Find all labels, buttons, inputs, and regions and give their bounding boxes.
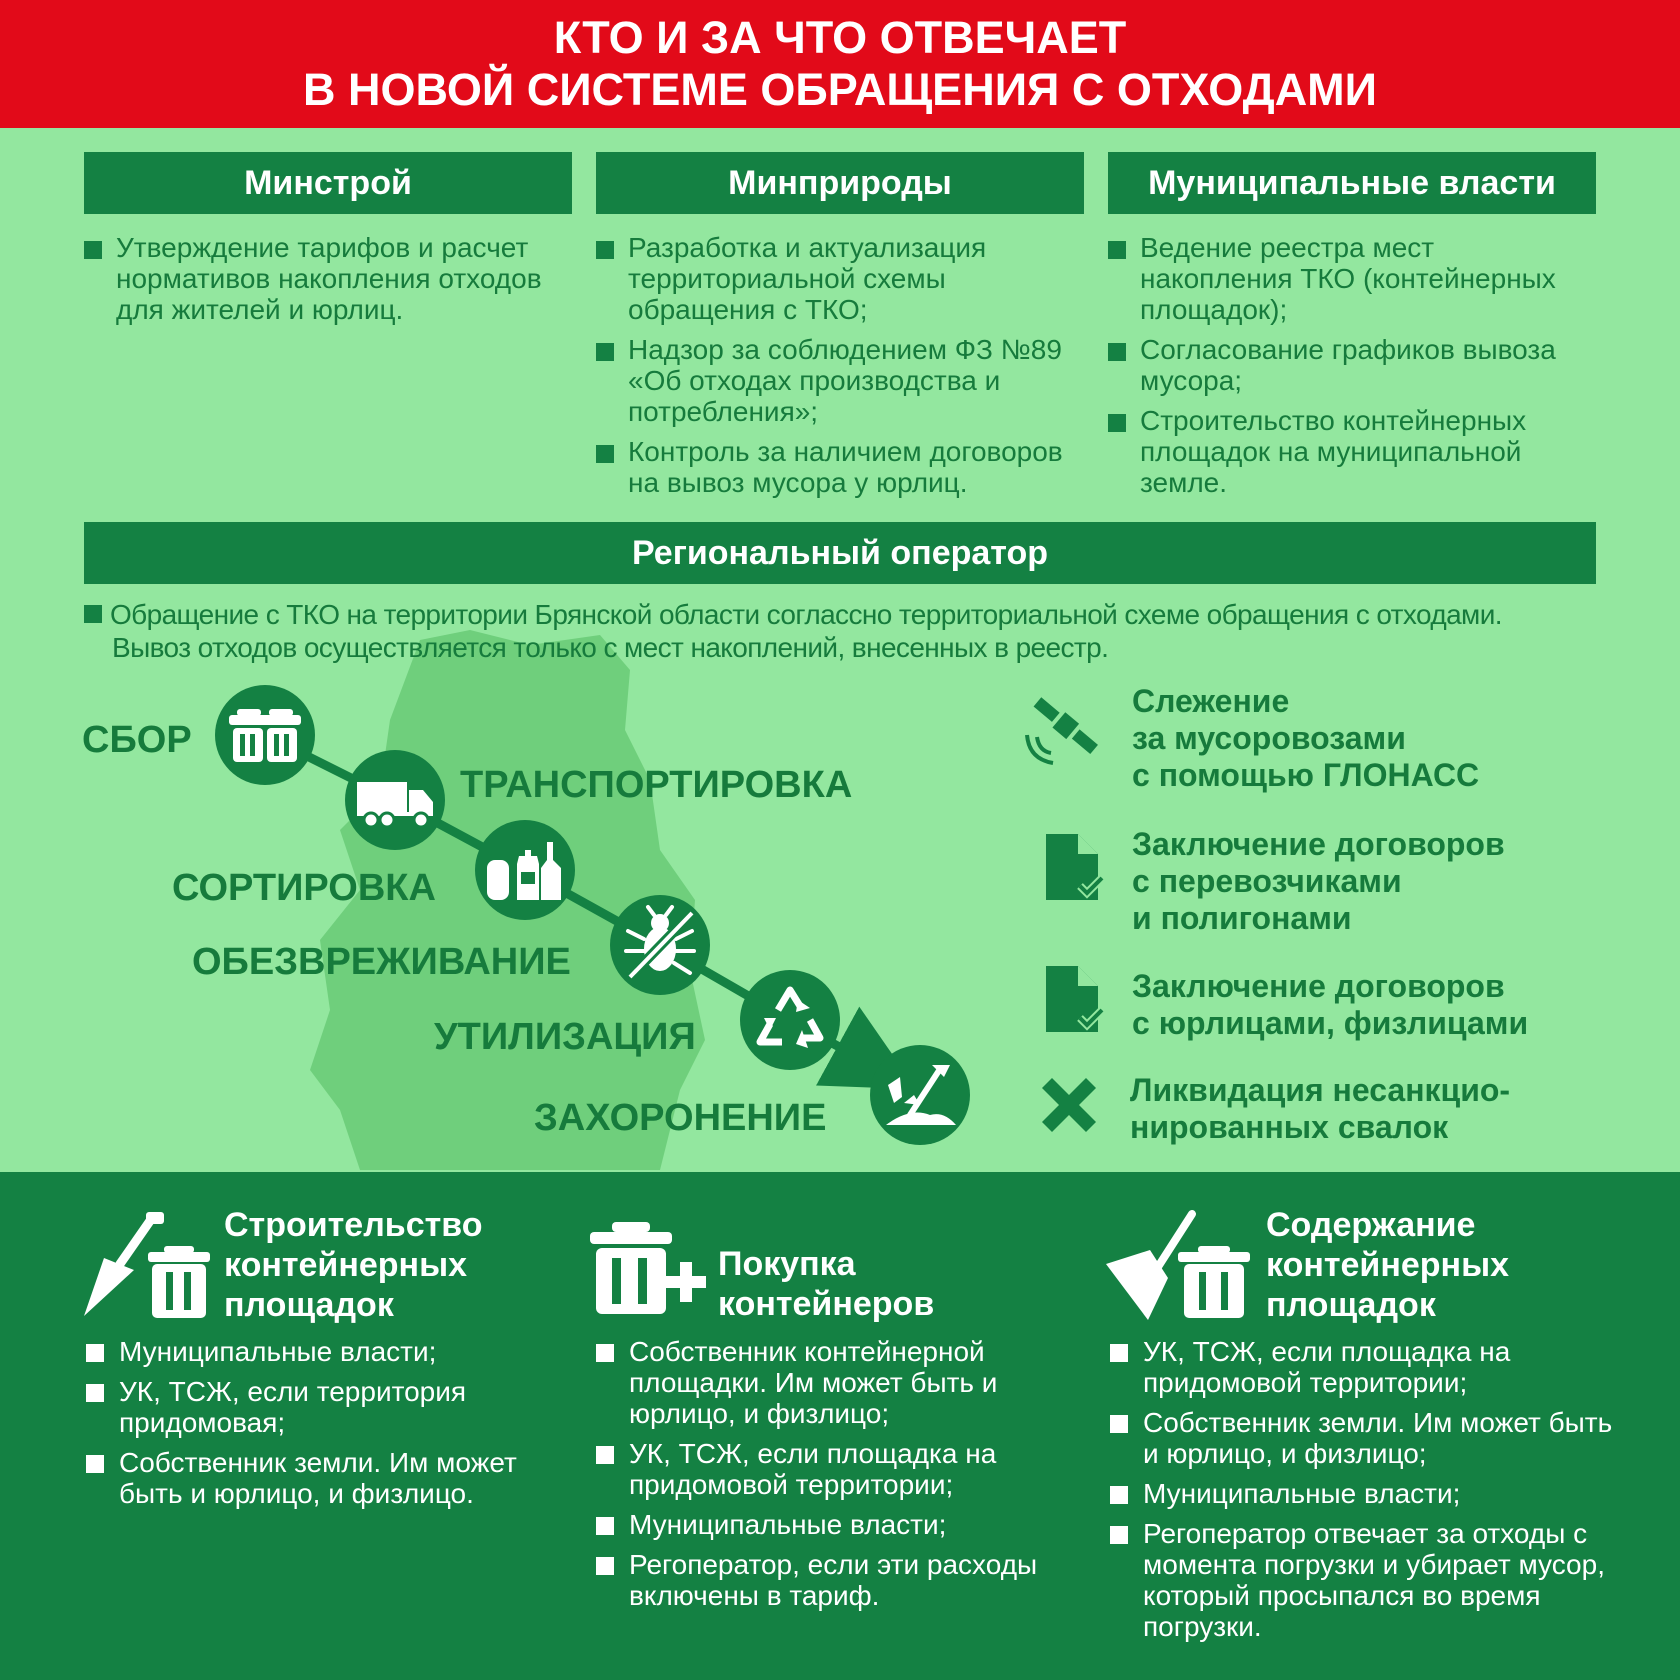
list-item: Собственник земли. Им может быть и юрлицо, и физлицо; <box>1110 1407 1630 1469</box>
bottles-icon <box>475 820 575 920</box>
bug-crossed-icon <box>610 895 710 995</box>
duty-glonass-line-1: Слежение <box>1132 683 1290 719</box>
regional-operator-title: Региональный оператор <box>84 522 1596 584</box>
list-item: Согласование графиков вывоза мусора; <box>1108 334 1588 396</box>
list-item: Муниципальные власти; <box>86 1336 586 1367</box>
truck-icon <box>345 750 445 850</box>
satellite-icon <box>1015 685 1105 775</box>
step-circle-recycling <box>740 970 840 1070</box>
list-item: Контроль за наличием договоров на вывоз мусора у юрлиц. <box>596 436 1096 498</box>
list-item: УК, ТСЖ, если площадка на придомовой территории; <box>596 1438 1096 1500</box>
step-circle-sorting <box>475 820 575 920</box>
shovel-bin-icon <box>82 1208 212 1323</box>
regional-line-2: Вывоз отходов осуществляется только с мест накоплений, внесенных в реестр. <box>112 632 1109 663</box>
list-item: Утверждение тарифов и расчет нормативов накопления отходов для жителей и юрлиц. <box>84 232 584 325</box>
step-circle-transport <box>345 750 445 850</box>
bottom-title-construction <box>224 1205 483 1325</box>
duty-contracts-carriers <box>1132 826 1505 937</box>
cross-icon <box>1036 1072 1102 1138</box>
bottom-title-purchase <box>718 1244 934 1324</box>
bottom-title-line: контейнеров <box>718 1285 935 1323</box>
duty-glonass-line-3: с помощью ГЛОНАСС <box>1132 757 1480 793</box>
list-item: Регоператор, если эти расходы включены в тариф. <box>596 1549 1096 1611</box>
step-label-transport: ТРАНСПОРТИРОВКА <box>460 764 853 806</box>
duty-persons-line-1: Заключение договоров <box>1132 968 1505 1004</box>
list-item: Разработка и актуализация территориальной схемы обращения с ТКО; <box>596 232 1096 325</box>
duty-glonass <box>1132 683 1479 794</box>
step-label-recycling: УТИЛИЗАЦИЯ <box>434 1016 696 1058</box>
list-item: Ведение реестра мест накопления ТКО (контейнерных площадок); <box>1108 232 1588 325</box>
bottom-title-line: контейнерных <box>224 1246 468 1284</box>
step-circle-collection <box>215 685 315 785</box>
list-item: УК, ТСЖ, если территория придомовая; <box>86 1376 586 1438</box>
list-item: Регоператор отвечает за отходы с момента погрузки и убирает мусор, который просыпался во время погрузки. <box>1110 1518 1630 1642</box>
step-circle-burial <box>870 1045 970 1145</box>
recycle-icon <box>740 970 840 1070</box>
list-item: Собственник контейнерной площадки. Им может быть и юрлицо, и физлицо; <box>596 1336 1096 1429</box>
bottom-title-line: площадок <box>1266 1286 1436 1324</box>
duty-illegal-dumps <box>1130 1072 1510 1146</box>
bin-plus-icon <box>588 1218 708 1318</box>
header-title-line-2: В НОВОЙ СИСТЕМЕ ОБРАЩЕНИЯ С ОТХОДАМИ <box>302 64 1378 115</box>
bottom-list-construction <box>86 1336 586 1518</box>
list-item: Муниципальные власти; <box>596 1509 1096 1540</box>
column-title-minprirody: Минприроды <box>596 152 1084 214</box>
step-label-burial: ЗАХОРОНЕНИЕ <box>534 1097 827 1139</box>
regional-line-1: Обращение с ТКО на территории Брянской области соглассно территориальной схеме обращения с отходами. <box>110 599 1502 630</box>
duty-carriers-line-1: Заключение договоров <box>1132 826 1505 862</box>
duty-persons-line-2: с юрлицами, физлицами <box>1132 1005 1529 1041</box>
bottom-list-purchase <box>596 1336 1096 1620</box>
list-item: Муниципальные власти; <box>1110 1478 1630 1509</box>
duty-carriers-line-2: с перевозчиками <box>1132 863 1402 899</box>
broom-bin-icon <box>1104 1208 1254 1323</box>
step-circle-neutralization <box>610 895 710 995</box>
step-label-neutralization: ОБЕЗВРЕЖИВАНИЕ <box>192 941 571 983</box>
bottom-title-maintenance <box>1266 1205 1509 1325</box>
document-check-icon <box>1040 962 1110 1038</box>
duty-contracts-persons <box>1132 968 1528 1042</box>
bottom-title-line: Строительство <box>224 1206 483 1244</box>
bottom-title-line: Содержание <box>1266 1206 1476 1244</box>
list-item: УК, ТСЖ, если площадка на придомовой территории; <box>1110 1336 1630 1398</box>
list-item: Надзор за соблюдением ФЗ №89 «Об отходах производства и потребления»; <box>596 334 1096 427</box>
duty-dumps-line-2: нированных свалок <box>1130 1109 1449 1145</box>
list-item: Собственник земли. Им может быть и юрлицо, и физлицо. <box>86 1447 586 1509</box>
bottom-title-line: контейнерных <box>1266 1246 1510 1284</box>
step-label-collection: СБОР <box>82 719 192 761</box>
bottom-title-line: Покупка <box>718 1245 856 1283</box>
bottom-list-maintenance <box>1110 1336 1630 1651</box>
duty-carriers-line-3: и полигонами <box>1132 900 1352 936</box>
document-check-icon <box>1040 830 1110 906</box>
list-item: Строительство контейнерных площадок на муниципальной земле. <box>1108 405 1588 498</box>
header-title-line-1: КТО И ЗА ЧТО ОТВЕЧАЕТ <box>553 12 1127 63</box>
column-title-municipal: Муниципальные власти <box>1108 152 1596 214</box>
trash-bins-icon <box>215 685 315 785</box>
shovel-landfill-icon <box>870 1045 970 1145</box>
column-title-minstroy: Минстрой <box>84 152 572 214</box>
step-label-sorting: СОРТИРОВКА <box>172 867 436 909</box>
bottom-title-line: площадок <box>224 1286 394 1324</box>
duty-glonass-line-2: за мусоровозами <box>1132 720 1406 756</box>
duty-dumps-line-1: Ликвидация несанкцио- <box>1130 1072 1511 1108</box>
